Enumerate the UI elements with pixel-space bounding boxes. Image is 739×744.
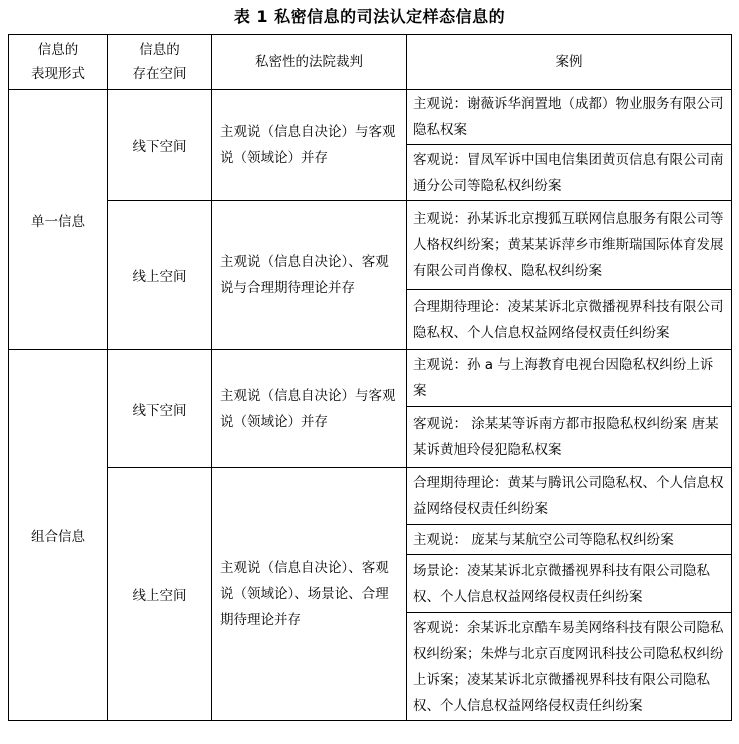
case-cell: 场景论：凌某某诉北京微播视界科技有限公司隐私权、个人信息权益网络侵权责任纠纷案 [407, 555, 732, 613]
space-cell: 线下空间 [108, 90, 212, 201]
header-row [9, 35, 732, 90]
space-cell: 线上空间 [108, 468, 212, 721]
case-cell: 合理期待理论：黄某与腾讯公司隐私权、个人信息权益网络侵权责任纠纷案 [407, 468, 732, 525]
header-space [108, 35, 212, 90]
table-row [9, 201, 732, 290]
case-cell: 主观说：谢薇诉华润置地（成都）物业服务有限公司隐私权案 [407, 90, 732, 145]
table-title: 表 1 私密信息的司法认定样态信息的 [233, 7, 506, 26]
header-form-line1: 信息的 [37, 42, 79, 58]
ruling-cell: 主观说（信息自决论）、客观说与合理期待理论并存 [212, 201, 407, 350]
ruling-cell: 主观说（信息自决论）、客观说（领域论）、场景论、合理期待理论并存 [212, 468, 407, 721]
case-cell: 主观说：孙某诉北京搜狐互联网信息服务有限公司等人格权纠纷案；黄某某诉萍乡市维斯瑞国际体育发展有限公司肖像权、隐私权纠纷案 [407, 201, 732, 290]
header-cases [407, 35, 732, 90]
table-row [9, 350, 732, 407]
case-cell: 客观说：冒凤军诉中国电信集团黄页信息有限公司南通分公司等隐私权纠纷案 [407, 145, 732, 201]
case-cell: 主观说： 庞某与某航空公司等隐私权纠纷案 [407, 525, 732, 555]
header-cases-label: 案例 [555, 54, 583, 70]
case-cell: 客观说：余某诉北京酷车易美网络科技有限公司隐私权纠纷案；朱烨与北京百度网讯科技公司隐私权纠纷上诉案；凌某某诉北京微播视界科技有限公司隐私权、个人信息权益网络侵权责任纠纷案 [407, 613, 732, 721]
form-cell: 单一信息 [9, 90, 108, 350]
judicial-privacy-table [8, 34, 732, 721]
form-cell: 组合信息 [9, 350, 108, 721]
header-ruling-label: 私密性的法院裁判 [255, 54, 363, 70]
header-form [9, 35, 108, 90]
ruling-cell: 主观说（信息自决论）与客观说（领域论）并存 [212, 350, 407, 468]
header-form-line2: 表现形式 [31, 66, 85, 82]
header-ruling [212, 35, 407, 90]
case-cell: 主观说：孙 a 与上海教育电视台因隐私权纠纷上诉案 [407, 350, 732, 407]
space-cell: 线下空间 [108, 350, 212, 468]
case-cell: 合理期待理论：凌某某诉北京微播视界科技有限公司隐私权、个人信息权益网络侵权责任纠纷案 [407, 290, 732, 350]
ruling-cell: 主观说（信息自决论）与客观说（领域论）并存 [212, 90, 407, 201]
space-cell: 线上空间 [108, 201, 212, 350]
case-cell: 客观说： 涂某某等诉南方都市报隐私权纠纷案 唐某某诉黄旭玲侵犯隐私权案 [407, 407, 732, 468]
header-space-line1: 信息的 [139, 42, 180, 58]
header-space-line2: 存在空间 [132, 66, 187, 82]
table-row [9, 90, 732, 145]
table-row [9, 468, 732, 525]
